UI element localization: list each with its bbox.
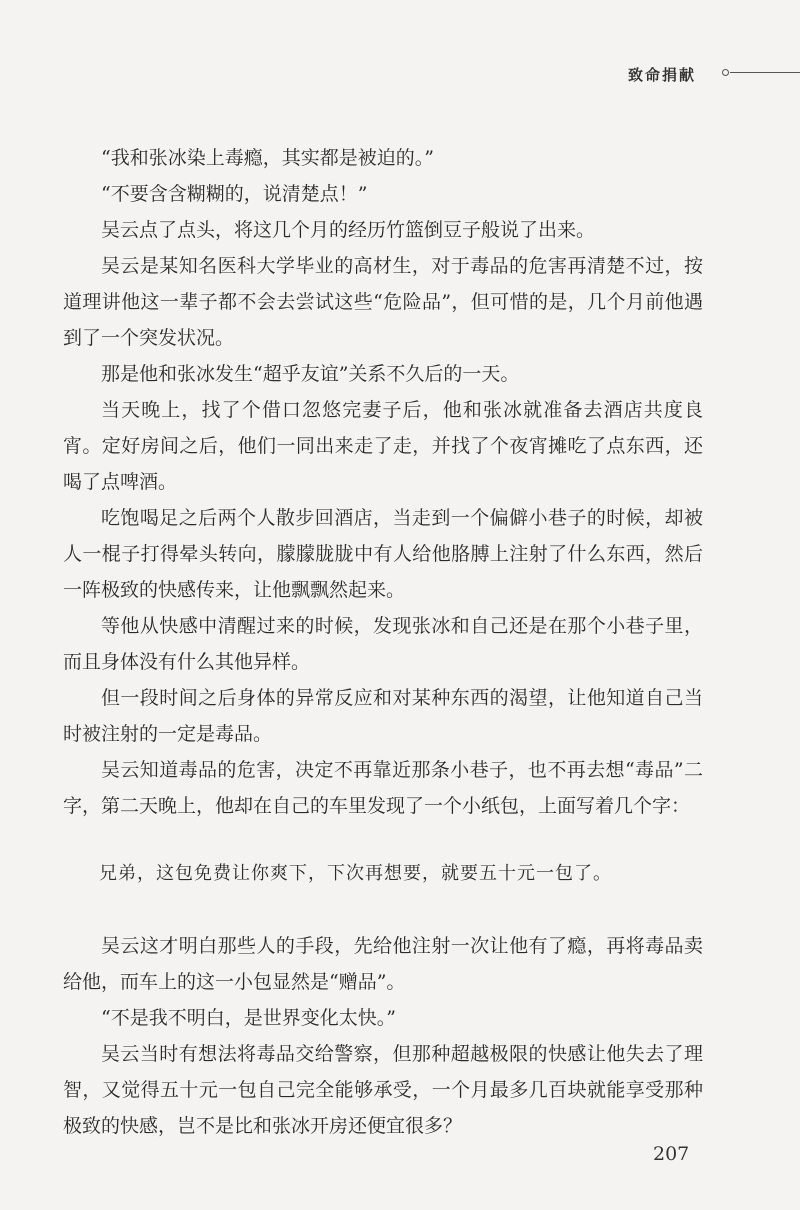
- paragraph: 吴云当时有想法将毒品交给警察，但那种超越极限的快感让他失去了理智，又觉得五十元一包自己完全能够承受，一个月最多几百块就能享受那种极致的快感，岂不是比和张冰开房还便宜很多？: [63, 1043, 703, 1137]
- running-head-title: 致命捐献: [628, 66, 697, 84]
- header-ornament: [722, 66, 800, 80]
- page-body: [63, 140, 703, 1144]
- page-number: 207: [653, 1143, 690, 1165]
- paragraph: 但一段时间之后身体的异常反应和对某种东西的渴望，让他知道自己当时被注射的一定是毒品。: [63, 687, 703, 745]
- paragraph: “我和张冰染上毒瘾，其实都是被迫的。”: [101, 147, 434, 169]
- paragraph: 当天晚上，找了个借口忽悠完妻子后，他和张冰就准备去酒店共度良宵。定好房间之后，他们一同出来走了走，并找了个夜宵摊吃了点东西，还喝了点啤酒。: [63, 399, 703, 493]
- ornament-circle-icon: [722, 69, 729, 76]
- paragraph: “不要含含糊糊的，说清楚点！”: [101, 183, 368, 205]
- paragraph: 吴云知道毒品的危害，决定不再靠近那条小巷子，也不再去想“毒品”二字，第二天晚上，他却在自己的车里发现了一个小纸包，上面写着几个字：: [63, 759, 703, 817]
- paragraph: 吃饱喝足之后两个人散步回酒店，当走到一个偏僻小巷子的时候，却被人一棍子打得晕头转向，朦朦胧胧中有人给他胳膊上注射了什么东西，然后一阵极致的快感传来，让他飘飘然起来。: [63, 507, 703, 601]
- paragraph: 吴云这才明白那些人的手段，先给他注射一次让他有了瘾，再将毒品卖给他，而车上的这一小包显然是“赠品”。: [63, 935, 703, 993]
- note-quote: 兄弟，这包免费让你爽下，下次再想要，就要五十元一包了。: [99, 863, 612, 884]
- paragraph: 吴云点了点头，将这几个月的经历竹篮倒豆子般说了出来。: [101, 219, 596, 241]
- paragraph: 那是他和张冰发生“超乎友谊”关系不久后的一天。: [101, 363, 520, 385]
- paragraph: 吴云是某知名医科大学毕业的高材生，对于毒品的危害再清楚不过，按道理讲他这一辈子都不会去尝试这些“危险品”，但可惜的是，几个月前他遇到了一个突发状况。: [63, 255, 703, 349]
- paragraph: 等他从快感中清醒过来的时候，发现张冰和自己还是在那个小巷子里，而且身体没有什么其他异样。: [63, 615, 703, 673]
- ornament-rule: [730, 72, 800, 73]
- paragraph: “不是我不明白，是世界变化太快。”: [101, 1007, 396, 1029]
